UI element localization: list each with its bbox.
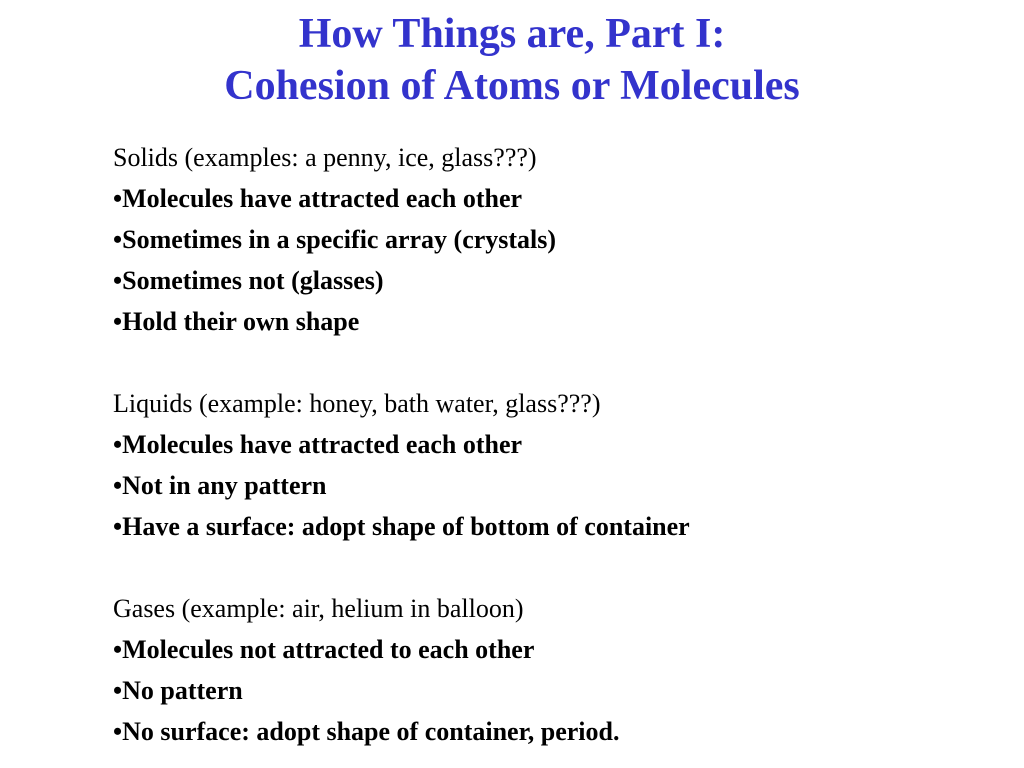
bullet-item [113,506,993,547]
bullet-item [113,301,993,342]
bullet-text: Not in any pattern [122,471,327,500]
bullet-item [113,424,993,465]
bullet-item [113,711,993,752]
bullet-text: Hold their own shape [122,307,360,336]
bullet-text: No surface: adopt shape of container, period. [122,717,620,746]
liquids-bullet-list [113,424,993,547]
bullet-symbol: • [113,225,123,254]
bullet-text: No pattern [122,676,243,705]
bullet-text: Sometimes in a specific array (crystals) [122,225,557,254]
gases-section [113,588,993,752]
liquids-heading: Liquids (example: honey, bath water, glass???) [113,389,601,418]
solids-heading: Solids (examples: a penny, ice, glass???) [113,143,537,172]
bullet-symbol: • [113,430,123,459]
bullet-text: Molecules have attracted each other [122,184,523,213]
bullet-symbol: • [113,717,123,746]
liquids-section [113,383,993,547]
gases-heading: Gases (example: air, helium in balloon) [113,594,524,623]
slide-body [113,137,993,752]
slide-title-line-1: How Things are, Part I: [298,11,726,57]
bullet-item [113,670,993,711]
slide-title [0,8,1024,112]
bullet-symbol: • [113,471,123,500]
bullet-text: Molecules have attracted each other [122,430,523,459]
bullet-symbol: • [113,635,123,664]
bullet-text: Molecules not attracted to each other [122,635,535,664]
bullet-item [113,260,993,301]
bullet-item [113,465,993,506]
bullet-symbol: • [113,307,123,336]
bullet-symbol: • [113,512,123,541]
bullet-symbol: • [113,266,123,295]
solids-section [113,137,993,342]
bullet-symbol: • [113,184,123,213]
bullet-text: Have a surface: adopt shape of bottom of container [122,512,690,541]
bullet-text: Sometimes not (glasses) [122,266,384,295]
bullet-symbol: • [113,676,123,705]
bullet-item [113,178,993,219]
bullet-item [113,629,993,670]
slide-title-line-2: Cohesion of Atoms or Molecules [224,63,800,109]
gases-bullet-list [113,629,993,752]
bullet-item [113,219,993,260]
solids-bullet-list [113,178,993,342]
